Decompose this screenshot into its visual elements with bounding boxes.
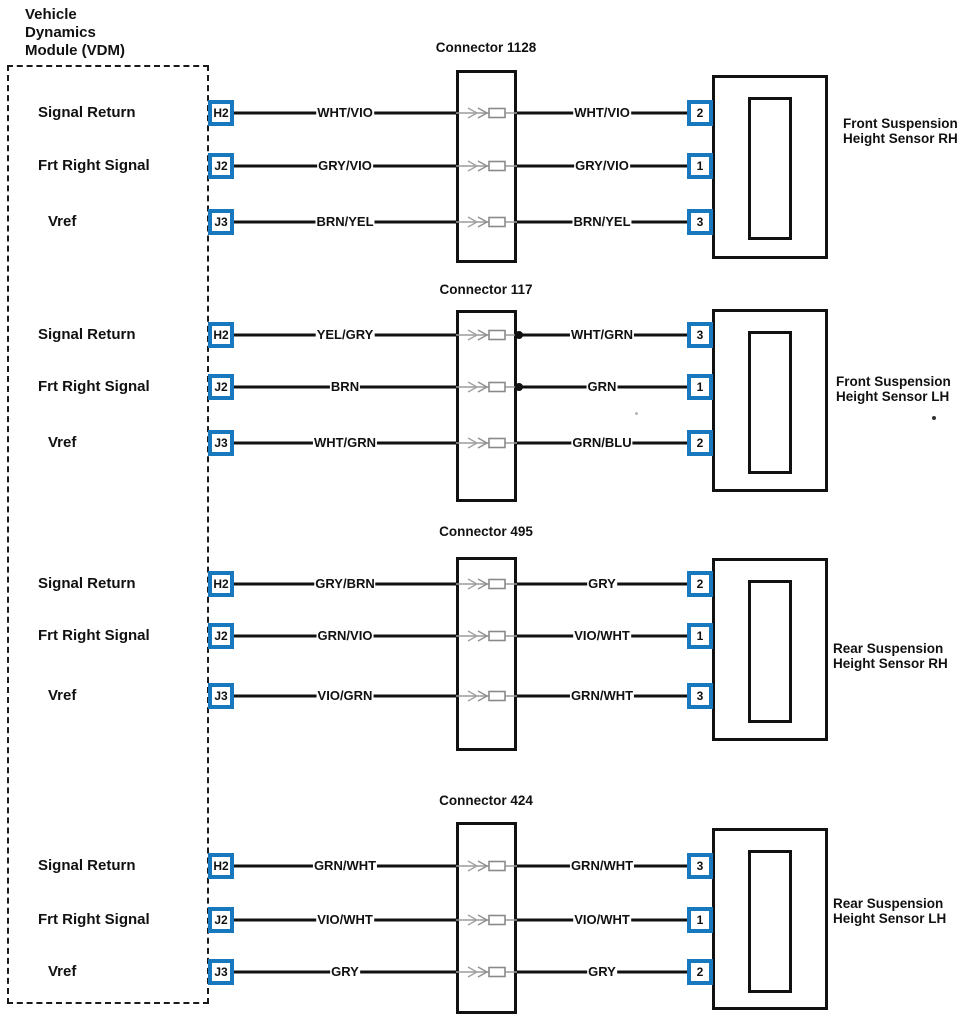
vdm-pin: J3 [208, 683, 234, 709]
signal-label: Frt Right Signal [38, 627, 150, 644]
sensor-pin: 3 [687, 209, 713, 235]
wire-color-label-right: GRY/VIO [575, 158, 629, 173]
sensor-label-line: Height Sensor LH [833, 911, 947, 926]
sensor-pin: 3 [687, 322, 713, 348]
pass-through-connector-icon [456, 379, 517, 395]
sensor-pin: 2 [687, 430, 713, 456]
wire-color-label-right: WHT/GRN [570, 327, 634, 342]
wire-color-label-left: WHT/VIO [317, 105, 373, 120]
sensor-label-line: Front Suspension [843, 116, 958, 131]
wire-color-label-right: GRY [588, 576, 616, 591]
wire-color-label-right: GRN/WHT [570, 858, 634, 873]
junction-dot [515, 383, 523, 391]
wire-color-label-right: BRN/YEL [573, 214, 631, 229]
vdm-module-title [25, 6, 125, 60]
vdm-pin: J3 [208, 209, 234, 235]
wire-color-label-left: GRN/VIO [317, 628, 373, 643]
signal-label: Signal Return [38, 326, 136, 343]
sensor-label-line: Height Sensor LH [836, 389, 950, 404]
sensor-label [836, 374, 951, 404]
sensor-inner-rect [748, 331, 792, 474]
sensor-inner-rect [748, 580, 792, 723]
sensor-pin: 2 [687, 959, 713, 985]
signal-label: Vref [48, 963, 77, 980]
vdm-pin: H2 [208, 853, 234, 879]
signal-label: Signal Return [38, 104, 136, 121]
vdm-pin: J3 [208, 430, 234, 456]
wire-color-label-left: VIO/WHT [317, 912, 373, 927]
pass-through-connector-icon [456, 964, 517, 980]
vdm-pin: J3 [208, 959, 234, 985]
wire-color-label-right: VIO/WHT [574, 912, 630, 927]
wire-color-label-left: WHT/GRN [313, 435, 377, 450]
pass-through-connector-icon [456, 435, 517, 451]
sensor-inner-rect [748, 97, 792, 240]
wire-color-label-right: GRN/WHT [570, 688, 634, 703]
vdm-pin: J2 [208, 623, 234, 649]
connector-title: Connector 1128 [435, 40, 537, 55]
wire-color-label-left: GRN/WHT [313, 858, 377, 873]
signal-label: Frt Right Signal [38, 157, 150, 174]
sensor-label [843, 116, 958, 146]
sensor-label-line: Front Suspension [836, 374, 951, 389]
vdm-pin: H2 [208, 571, 234, 597]
pass-through-connector-icon [456, 688, 517, 704]
wire-color-label-left: BRN/YEL [316, 214, 374, 229]
connector-title: Connector 117 [439, 282, 533, 297]
signal-label: Signal Return [38, 857, 136, 874]
junction-dot [515, 331, 523, 339]
sensor-label-line: Rear Suspension [833, 896, 944, 911]
wire-color-label-left: BRN [330, 379, 360, 394]
sensor-pin: 1 [687, 374, 713, 400]
pass-through-connector-icon [456, 327, 517, 343]
stray-dot [635, 412, 638, 415]
vdm-pin: J2 [208, 907, 234, 933]
pass-through-connector-icon [456, 576, 517, 592]
pass-through-connector-icon [456, 105, 517, 121]
wire-color-label-right: WHT/VIO [574, 105, 630, 120]
pass-through-connector-icon [456, 628, 517, 644]
vdm-pin: H2 [208, 322, 234, 348]
sensor-label [833, 896, 946, 926]
connector-title: Connector 424 [439, 793, 533, 808]
connector-title: Connector 495 [439, 524, 533, 539]
pass-through-connector-icon [456, 858, 517, 874]
vdm-pin: J2 [208, 153, 234, 179]
wire-color-label-right: VIO/WHT [574, 628, 630, 643]
wire-color-label-right: GRN [587, 379, 617, 394]
stray-dot [932, 416, 936, 420]
sensor-label [833, 641, 948, 671]
vdm-title-line: Module (VDM) [25, 42, 125, 59]
signal-label: Vref [48, 687, 77, 704]
wire-color-label-left: GRY/BRN [315, 576, 375, 591]
wire-color-label-left: GRY/VIO [318, 158, 372, 173]
wire-color-label-left: VIO/GRN [317, 688, 373, 703]
sensor-pin: 3 [687, 683, 713, 709]
vdm-title-line: Vehicle [25, 6, 77, 23]
signal-label: Vref [48, 434, 77, 451]
wire-color-label-left: GRY [331, 964, 359, 979]
wire-color-label-right: GRY [588, 964, 616, 979]
signal-label: Frt Right Signal [38, 378, 150, 395]
sensor-label-line: Height Sensor RH [843, 131, 958, 146]
wire-color-label-right: GRN/BLU [572, 435, 632, 450]
sensor-pin: 2 [687, 571, 713, 597]
sensor-pin: 1 [687, 907, 713, 933]
vdm-pin: J2 [208, 374, 234, 400]
sensor-inner-rect [748, 850, 792, 993]
wire-color-label-left: YEL/GRY [316, 327, 374, 342]
sensor-label-line: Height Sensor RH [833, 656, 948, 671]
pass-through-connector-icon [456, 158, 517, 174]
sensor-pin: 1 [687, 623, 713, 649]
signal-label: Vref [48, 213, 77, 230]
pass-through-connector-icon [456, 912, 517, 928]
vdm-title-line: Dynamics [25, 24, 96, 41]
vdm-pin: H2 [208, 100, 234, 126]
sensor-label-line: Rear Suspension [833, 641, 944, 656]
sensor-pin: 1 [687, 153, 713, 179]
sensor-pin: 2 [687, 100, 713, 126]
signal-label: Signal Return [38, 575, 136, 592]
signal-label: Frt Right Signal [38, 911, 150, 928]
pass-through-connector-icon [456, 214, 517, 230]
sensor-pin: 3 [687, 853, 713, 879]
